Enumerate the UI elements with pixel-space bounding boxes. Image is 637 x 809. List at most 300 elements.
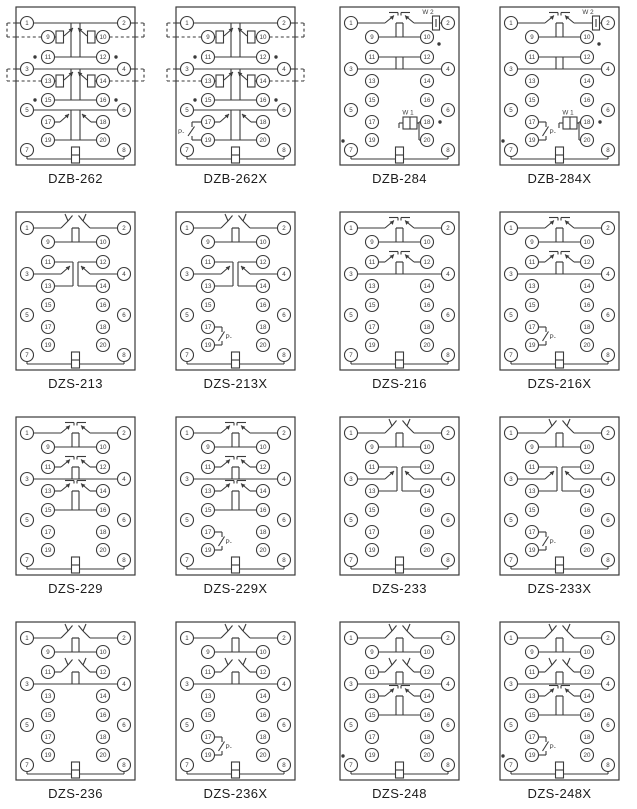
svg-text:11: 11 — [204, 259, 212, 267]
svg-text:14: 14 — [259, 283, 267, 291]
diagram-canvas — [486, 210, 633, 374]
annotation-texts — [550, 334, 556, 341]
svg-text:1: 1 — [349, 430, 353, 438]
svg-text:10: 10 — [259, 239, 267, 247]
relay-diagram — [2, 5, 149, 186]
svg-text:1: 1 — [185, 20, 189, 28]
svg-text:13: 13 — [368, 693, 376, 701]
svg-text:16: 16 — [423, 302, 431, 310]
svg-text:8: 8 — [606, 557, 610, 565]
svg-text:9: 9 — [46, 444, 50, 452]
svg-text:3: 3 — [349, 66, 353, 74]
svg-text:19: 19 — [368, 342, 376, 350]
svg-text:9: 9 — [370, 444, 374, 452]
annotation-texts — [226, 744, 232, 751]
diagram-canvas — [2, 5, 149, 169]
svg-text:13: 13 — [44, 693, 52, 701]
enclosure-outline — [500, 7, 619, 165]
enclosure-outline — [176, 7, 295, 165]
svg-text:2: 2 — [446, 635, 450, 643]
svg-text:9: 9 — [206, 34, 210, 42]
svg-text:11: 11 — [204, 54, 212, 62]
svg-text:12: 12 — [259, 669, 267, 677]
svg-text:12: 12 — [423, 54, 431, 62]
svg-text:11: 11 — [204, 669, 212, 677]
svg-text:19: 19 — [44, 137, 52, 145]
svg-text:16: 16 — [99, 97, 107, 105]
svg-text:5: 5 — [185, 517, 189, 525]
svg-text:9: 9 — [206, 239, 210, 247]
svg-text:20: 20 — [583, 137, 591, 145]
svg-text:14: 14 — [99, 693, 107, 701]
svg-text:15: 15 — [528, 97, 536, 105]
svg-text:5: 5 — [185, 722, 189, 730]
svg-text:11: 11 — [528, 54, 536, 62]
svg-text:3: 3 — [349, 681, 353, 689]
svg-text:10: 10 — [99, 444, 107, 452]
relay-diagram — [486, 210, 633, 391]
svg-text:16: 16 — [99, 302, 107, 310]
enclosure-outline — [16, 417, 135, 575]
svg-text:4: 4 — [446, 476, 450, 484]
svg-text:18: 18 — [99, 119, 107, 127]
svg-text:17: 17 — [44, 119, 52, 127]
svg-text:13: 13 — [204, 283, 212, 291]
svg-text:16: 16 — [583, 712, 591, 720]
svg-text:8: 8 — [282, 762, 286, 770]
diagram-label: DZB-262X — [203, 171, 268, 186]
enclosure-outline — [16, 212, 135, 370]
svg-text:1: 1 — [349, 225, 353, 233]
diagram-canvas — [326, 5, 473, 169]
svg-text:7: 7 — [25, 147, 29, 155]
svg-text:18: 18 — [423, 119, 431, 127]
annotation-texts — [550, 539, 556, 546]
svg-text:6: 6 — [282, 312, 286, 320]
svg-text:12: 12 — [583, 464, 591, 472]
annotation-texts — [178, 129, 184, 136]
diagram-label: DZS-216 — [372, 376, 427, 391]
svg-text:15: 15 — [204, 97, 212, 105]
svg-text:5: 5 — [349, 107, 353, 115]
svg-text:19: 19 — [528, 137, 536, 145]
svg-text:18: 18 — [99, 324, 107, 332]
svg-text:14: 14 — [259, 488, 267, 496]
diagram-label: DZS-229X — [203, 581, 268, 596]
svg-text:9: 9 — [370, 239, 374, 247]
svg-text:13: 13 — [44, 283, 52, 291]
diagram-canvas — [486, 5, 633, 169]
svg-text:18: 18 — [259, 734, 267, 742]
svg-text:P-: P- — [549, 539, 556, 546]
diagram-label: DZS-236X — [203, 786, 268, 801]
svg-text:13: 13 — [528, 488, 536, 496]
svg-text:10: 10 — [259, 34, 267, 42]
svg-text:2: 2 — [282, 225, 286, 233]
diagram-canvas — [2, 415, 149, 579]
diagram-label: DZS-248X — [527, 786, 592, 801]
svg-text:6: 6 — [606, 107, 610, 115]
svg-text:19: 19 — [44, 547, 52, 555]
relay-diagram — [326, 210, 473, 391]
svg-text:10: 10 — [259, 444, 267, 452]
svg-text:12: 12 — [583, 54, 591, 62]
svg-text:19: 19 — [44, 752, 52, 760]
svg-text:16: 16 — [259, 712, 267, 720]
svg-text:2: 2 — [446, 20, 450, 28]
svg-text:9: 9 — [46, 34, 50, 42]
svg-text:16: 16 — [259, 302, 267, 310]
svg-text:18: 18 — [423, 529, 431, 537]
svg-text:5: 5 — [25, 517, 29, 525]
svg-text:19: 19 — [368, 547, 376, 555]
svg-text:4: 4 — [606, 271, 610, 279]
svg-text:17: 17 — [204, 324, 212, 332]
svg-text:11: 11 — [44, 259, 52, 267]
svg-text:7: 7 — [509, 352, 513, 360]
svg-text:11: 11 — [44, 54, 52, 62]
svg-text:W 1: W 1 — [402, 109, 414, 117]
svg-text:13: 13 — [528, 693, 536, 701]
svg-text:1: 1 — [349, 20, 353, 28]
svg-text:7: 7 — [509, 762, 513, 770]
svg-text:5: 5 — [509, 517, 513, 525]
enclosure-outline — [176, 212, 295, 370]
terminals — [181, 17, 291, 157]
svg-text:11: 11 — [368, 259, 376, 267]
svg-text:16: 16 — [99, 712, 107, 720]
enclosure-outline — [500, 212, 619, 370]
svg-text:16: 16 — [99, 507, 107, 515]
svg-text:W 2: W 2 — [582, 9, 594, 16]
svg-text:3: 3 — [509, 476, 513, 484]
svg-text:19: 19 — [44, 342, 52, 350]
svg-text:2: 2 — [282, 20, 286, 28]
svg-text:13: 13 — [368, 78, 376, 86]
svg-text:P-: P- — [549, 334, 556, 341]
svg-text:12: 12 — [99, 669, 107, 677]
svg-text:10: 10 — [99, 649, 107, 657]
svg-text:6: 6 — [122, 312, 126, 320]
relay-diagram — [326, 415, 473, 596]
svg-text:4: 4 — [282, 271, 286, 279]
svg-text:15: 15 — [44, 302, 52, 310]
svg-text:17: 17 — [204, 119, 212, 127]
svg-text:20: 20 — [99, 752, 107, 760]
svg-text:11: 11 — [44, 464, 52, 472]
svg-text:19: 19 — [204, 752, 212, 760]
wires-and-contacts — [167, 23, 304, 163]
svg-text:18: 18 — [259, 529, 267, 537]
svg-text:17: 17 — [368, 734, 376, 742]
svg-text:P-: P- — [178, 129, 185, 136]
svg-text:20: 20 — [259, 547, 267, 555]
svg-text:13: 13 — [528, 283, 536, 291]
diagram-canvas — [162, 620, 309, 784]
svg-text:19: 19 — [204, 342, 212, 350]
svg-text:14: 14 — [583, 693, 591, 701]
svg-text:3: 3 — [509, 681, 513, 689]
diagram-canvas — [326, 415, 473, 579]
svg-text:18: 18 — [583, 324, 591, 332]
svg-text:10: 10 — [423, 239, 431, 247]
svg-text:11: 11 — [528, 669, 536, 677]
svg-text:6: 6 — [446, 107, 450, 115]
svg-text:17: 17 — [44, 734, 52, 742]
svg-text:19: 19 — [204, 547, 212, 555]
svg-text:20: 20 — [423, 137, 431, 145]
svg-text:1: 1 — [185, 635, 189, 643]
svg-text:12: 12 — [423, 464, 431, 472]
svg-text:5: 5 — [25, 722, 29, 730]
svg-text:11: 11 — [204, 464, 212, 472]
svg-text:17: 17 — [204, 734, 212, 742]
svg-text:P-: P- — [225, 334, 232, 341]
terminals — [21, 17, 131, 157]
svg-text:18: 18 — [423, 324, 431, 332]
svg-text:20: 20 — [259, 137, 267, 145]
svg-text:10: 10 — [259, 649, 267, 657]
svg-text:17: 17 — [528, 734, 536, 742]
svg-text:17: 17 — [204, 529, 212, 537]
relay-diagram — [2, 415, 149, 596]
svg-text:2: 2 — [606, 635, 610, 643]
svg-text:10: 10 — [423, 444, 431, 452]
relay-diagram — [2, 620, 149, 801]
svg-text:15: 15 — [44, 97, 52, 105]
svg-text:16: 16 — [583, 302, 591, 310]
svg-text:15: 15 — [528, 302, 536, 310]
svg-text:5: 5 — [185, 312, 189, 320]
svg-text:14: 14 — [259, 78, 267, 86]
svg-text:8: 8 — [282, 557, 286, 565]
svg-text:14: 14 — [583, 78, 591, 86]
svg-text:1: 1 — [349, 635, 353, 643]
polarity-dots — [501, 754, 504, 757]
svg-text:W 1: W 1 — [562, 109, 574, 117]
svg-text:2: 2 — [122, 20, 126, 28]
relay-diagram — [486, 5, 633, 186]
relay-diagram — [326, 620, 473, 801]
svg-text:6: 6 — [446, 517, 450, 525]
svg-text:2: 2 — [122, 635, 126, 643]
svg-text:8: 8 — [122, 557, 126, 565]
relay-diagram — [162, 210, 309, 391]
svg-text:3: 3 — [185, 271, 189, 279]
svg-text:6: 6 — [446, 312, 450, 320]
wires-and-contacts — [7, 23, 144, 163]
diagram-canvas — [486, 415, 633, 579]
svg-text:4: 4 — [282, 681, 286, 689]
svg-text:3: 3 — [509, 271, 513, 279]
svg-text:5: 5 — [509, 107, 513, 115]
svg-text:1: 1 — [509, 225, 513, 233]
svg-text:1: 1 — [25, 20, 29, 28]
svg-text:20: 20 — [423, 752, 431, 760]
diagram-canvas — [162, 415, 309, 579]
svg-text:17: 17 — [528, 119, 536, 127]
svg-text:7: 7 — [185, 352, 189, 360]
svg-text:13: 13 — [44, 78, 52, 86]
svg-text:7: 7 — [185, 762, 189, 770]
svg-text:2: 2 — [122, 225, 126, 233]
diagram-label: DZS-213X — [203, 376, 268, 391]
svg-text:1: 1 — [509, 635, 513, 643]
svg-text:3: 3 — [25, 681, 29, 689]
svg-text:7: 7 — [25, 762, 29, 770]
svg-text:8: 8 — [282, 147, 286, 155]
svg-text:8: 8 — [606, 352, 610, 360]
svg-text:9: 9 — [530, 649, 534, 657]
svg-text:15: 15 — [44, 712, 52, 720]
svg-text:13: 13 — [368, 488, 376, 496]
svg-text:16: 16 — [423, 97, 431, 105]
diagram-canvas — [486, 620, 633, 784]
svg-text:3: 3 — [185, 476, 189, 484]
svg-text:3: 3 — [25, 271, 29, 279]
svg-text:2: 2 — [606, 20, 610, 28]
svg-text:1: 1 — [509, 430, 513, 438]
svg-text:18: 18 — [99, 529, 107, 537]
svg-text:14: 14 — [583, 488, 591, 496]
diagram-label: DZS-236 — [48, 786, 103, 801]
svg-text:10: 10 — [99, 34, 107, 42]
svg-text:W 2: W 2 — [422, 9, 434, 16]
diagram-canvas — [2, 210, 149, 374]
enclosure-outline — [16, 7, 135, 165]
svg-text:13: 13 — [44, 488, 52, 496]
svg-text:8: 8 — [282, 352, 286, 360]
diagram-canvas — [326, 620, 473, 784]
svg-text:19: 19 — [368, 752, 376, 760]
svg-text:6: 6 — [122, 107, 126, 115]
svg-text:9: 9 — [46, 649, 50, 657]
svg-text:2: 2 — [282, 635, 286, 643]
svg-text:17: 17 — [44, 324, 52, 332]
svg-text:16: 16 — [259, 97, 267, 105]
svg-text:20: 20 — [99, 342, 107, 350]
svg-text:2: 2 — [606, 430, 610, 438]
svg-text:3: 3 — [25, 476, 29, 484]
svg-text:4: 4 — [606, 681, 610, 689]
relay-diagram — [162, 5, 309, 186]
svg-text:P-: P- — [225, 539, 232, 546]
svg-text:13: 13 — [528, 78, 536, 86]
svg-text:12: 12 — [423, 259, 431, 267]
svg-text:19: 19 — [528, 342, 536, 350]
svg-text:3: 3 — [185, 681, 189, 689]
svg-text:12: 12 — [259, 259, 267, 267]
svg-text:19: 19 — [528, 547, 536, 555]
svg-text:15: 15 — [204, 507, 212, 515]
svg-text:5: 5 — [509, 722, 513, 730]
svg-text:11: 11 — [44, 669, 52, 677]
svg-text:3: 3 — [509, 66, 513, 74]
svg-text:20: 20 — [583, 342, 591, 350]
relay-diagram — [162, 415, 309, 596]
svg-text:4: 4 — [446, 66, 450, 74]
svg-text:7: 7 — [185, 147, 189, 155]
svg-text:14: 14 — [423, 488, 431, 496]
svg-text:7: 7 — [509, 147, 513, 155]
enclosure-outline — [176, 417, 295, 575]
svg-text:3: 3 — [185, 66, 189, 74]
relay-diagram — [486, 620, 633, 801]
svg-text:4: 4 — [122, 476, 126, 484]
svg-text:20: 20 — [99, 547, 107, 555]
diagram-label: DZS-233 — [372, 581, 427, 596]
svg-text:4: 4 — [606, 476, 610, 484]
diagram-label: DZS-213 — [48, 376, 103, 391]
svg-text:6: 6 — [606, 312, 610, 320]
svg-text:12: 12 — [259, 464, 267, 472]
svg-text:20: 20 — [99, 137, 107, 145]
svg-text:16: 16 — [583, 97, 591, 105]
svg-text:7: 7 — [25, 352, 29, 360]
diagram-label: DZS-233X — [527, 581, 592, 596]
svg-text:13: 13 — [204, 78, 212, 86]
svg-text:20: 20 — [423, 547, 431, 555]
svg-text:15: 15 — [368, 302, 376, 310]
svg-text:15: 15 — [204, 302, 212, 310]
svg-text:10: 10 — [99, 239, 107, 247]
svg-text:9: 9 — [530, 444, 534, 452]
diagram-canvas — [162, 210, 309, 374]
svg-text:6: 6 — [122, 517, 126, 525]
svg-text:1: 1 — [25, 635, 29, 643]
svg-text:15: 15 — [528, 507, 536, 515]
svg-text:20: 20 — [423, 342, 431, 350]
annotation-texts — [550, 744, 556, 751]
relay-diagram — [326, 5, 473, 186]
svg-text:18: 18 — [583, 529, 591, 537]
svg-text:14: 14 — [259, 693, 267, 701]
svg-text:5: 5 — [349, 722, 353, 730]
svg-text:10: 10 — [423, 34, 431, 42]
diagram-label: DZS-229 — [48, 581, 103, 596]
svg-text:2: 2 — [606, 225, 610, 233]
enclosure-outline — [340, 622, 459, 780]
svg-text:15: 15 — [204, 712, 212, 720]
svg-text:19: 19 — [204, 137, 212, 145]
svg-text:2: 2 — [282, 430, 286, 438]
svg-text:12: 12 — [99, 259, 107, 267]
svg-text:12: 12 — [423, 669, 431, 677]
svg-text:10: 10 — [583, 239, 591, 247]
svg-text:14: 14 — [423, 693, 431, 701]
svg-text:9: 9 — [530, 239, 534, 247]
svg-text:9: 9 — [530, 34, 534, 42]
svg-text:17: 17 — [368, 119, 376, 127]
svg-text:19: 19 — [528, 752, 536, 760]
svg-text:11: 11 — [368, 54, 376, 62]
svg-text:20: 20 — [583, 752, 591, 760]
svg-text:14: 14 — [99, 78, 107, 86]
relay-diagram — [2, 210, 149, 391]
svg-text:20: 20 — [259, 342, 267, 350]
svg-text:9: 9 — [370, 34, 374, 42]
svg-text:9: 9 — [370, 649, 374, 657]
svg-text:6: 6 — [122, 722, 126, 730]
svg-text:6: 6 — [606, 722, 610, 730]
svg-text:14: 14 — [423, 78, 431, 86]
svg-text:10: 10 — [583, 34, 591, 42]
svg-text:20: 20 — [583, 547, 591, 555]
svg-text:13: 13 — [204, 693, 212, 701]
svg-text:11: 11 — [368, 669, 376, 677]
svg-text:8: 8 — [606, 762, 610, 770]
svg-text:9: 9 — [206, 444, 210, 452]
